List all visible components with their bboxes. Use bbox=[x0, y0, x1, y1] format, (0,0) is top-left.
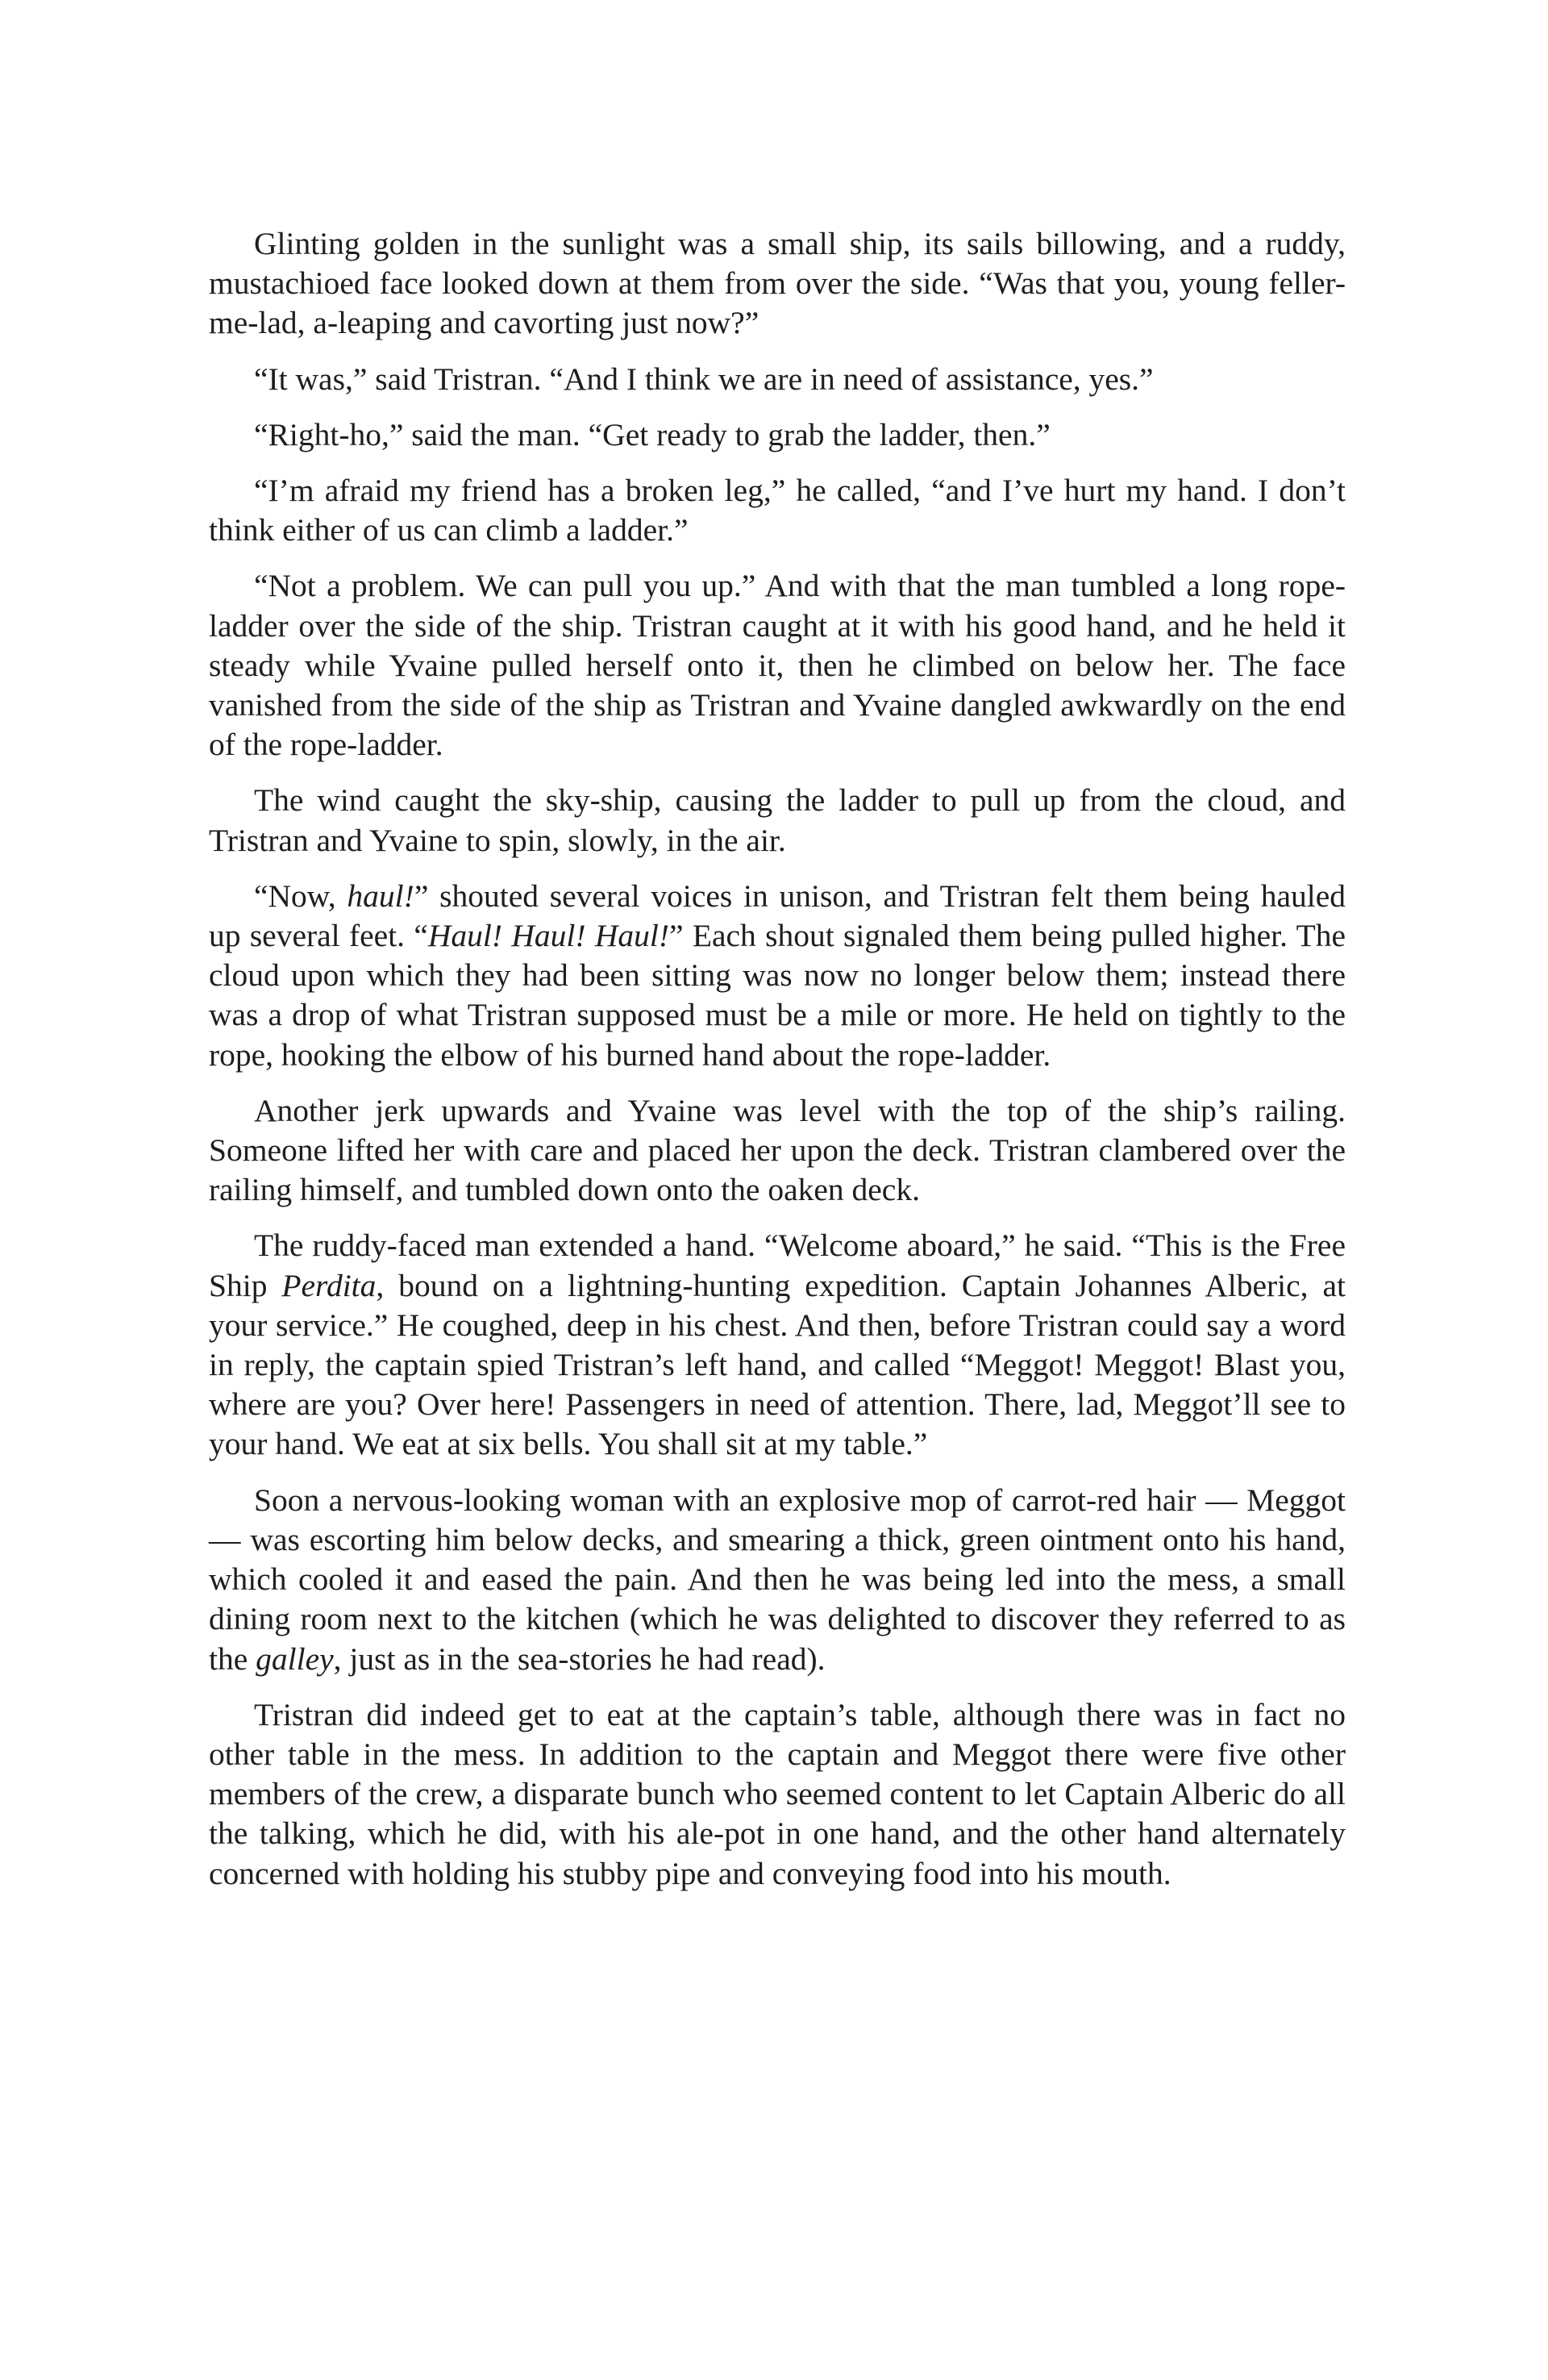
text-run: ” shouted several voices in unison, and Tristran felt them being hauled up several feet. “ bbox=[209, 877, 1346, 954]
italic-text-run: Perdita bbox=[281, 1267, 377, 1303]
body-text bbox=[209, 224, 1346, 1894]
text-run: Glinting golden in the sunlight was a small ship, its sails billowing, and a ruddy, mustachioed face looked down at them from over the side. “Was that you, young feller-me-lad, a-leaping and cavorting just now?” bbox=[209, 226, 1346, 341]
text-run: Tristran did indeed get to eat at the captain’s table, although there was in fact no other table in the mess. In addition to the captain and Meggot there were five other members of the crew, a disparate bunch who seemed content to let Captain Alberic do all the talking, which he did, with his ale-pot in one hand, and the other hand alternately concerned with holding his stubby pipe and conveying food into his mouth. bbox=[209, 1696, 1346, 1891]
text-run: Soon a nervous-looking woman with an explosive mop of carrot-red hair — Meggot — was escorting him below decks, and smearing a thick, green ointment onto his hand, which cooled it and eased the pain. And then he was being led into the mess, a small dining room next to the kitchen (which he was delighted to discover they referred to as the bbox=[209, 1482, 1346, 1677]
text-run: , just as in the sea-stories he had read). bbox=[333, 1640, 826, 1677]
paragraph bbox=[209, 360, 1346, 399]
text-run: “I’m afraid my friend has a broken leg,” he called, “and I’ve hurt my hand. I don’t think either of us can climb a ladder.” bbox=[209, 473, 1346, 548]
paragraph bbox=[209, 1091, 1346, 1211]
text-run: The ruddy-faced man extended a hand. “Welcome aboard,” he said. “This is the Free Ship bbox=[209, 1228, 1346, 1303]
paragraph bbox=[209, 781, 1346, 860]
text-run: Another jerk upwards and Yvaine was level with the top of the ship’s railing. Someone lifted her with care and placed her upon the deck. Tristran clambered over the railing himself, and tumbled down onto the oaken deck. bbox=[209, 1092, 1346, 1208]
paragraph bbox=[209, 1226, 1346, 1464]
text-run: “Right-ho,” said the man. “Get ready to grab the ladder, then.” bbox=[254, 416, 1051, 452]
text-run: ” Each shout signaled them being pulled higher. The cloud upon which they had been sitting was now no longer below them; instead there was a drop of what Tristran supposed must be a mile or more. He held on tightly to the rope, hooking the elbow of his burned hand about the rope-ladder. bbox=[209, 918, 1346, 1073]
text-run: , bound on a lightning-hunting expedition. Captain Johannes Alberic, at your service.” He coughed, deep in his chest. And then, before Tristran could say a word in reply, the captain spied Tristran’s left hand, and called “Meggot! Meggot! Blast you, where are you? Over here! Passengers in need of attention. There, lad, Meggot’ll see to your hand. We eat at six bells. You shall sit at my table.” bbox=[209, 1267, 1346, 1462]
text-run: “It was,” said Tristran. “And I think we are in need of assistance, yes.” bbox=[254, 361, 1154, 397]
paragraph bbox=[209, 1695, 1346, 1894]
paragraph bbox=[209, 224, 1346, 344]
text-run: “Now, bbox=[254, 877, 347, 914]
italic-text-run: haul! bbox=[347, 877, 414, 914]
paragraph bbox=[209, 566, 1346, 765]
italic-text-run: galley bbox=[256, 1640, 334, 1677]
paragraph bbox=[209, 1481, 1346, 1679]
text-run: “Not a problem. We can pull you up.” And with that the man tumbled a long rope-ladder over the side of the ship. Tristran caught at it with his good hand, and he held it steady while Yvaine pulled herself onto it, then he climbed on below her. The face vanished from the side of the ship as Tristran and Yvaine dangled awkwardly on the end of the rope-ladder. bbox=[209, 568, 1346, 763]
paragraph bbox=[209, 471, 1346, 550]
paragraph bbox=[209, 877, 1346, 1075]
text-run: The wind caught the sky-ship, causing the ladder to pull up from the cloud, and Tristran and Yvaine to spin, slowly, in the air. bbox=[209, 782, 1346, 858]
italic-text-run: Haul! Haul! Haul! bbox=[427, 918, 669, 954]
paragraph bbox=[209, 415, 1346, 455]
